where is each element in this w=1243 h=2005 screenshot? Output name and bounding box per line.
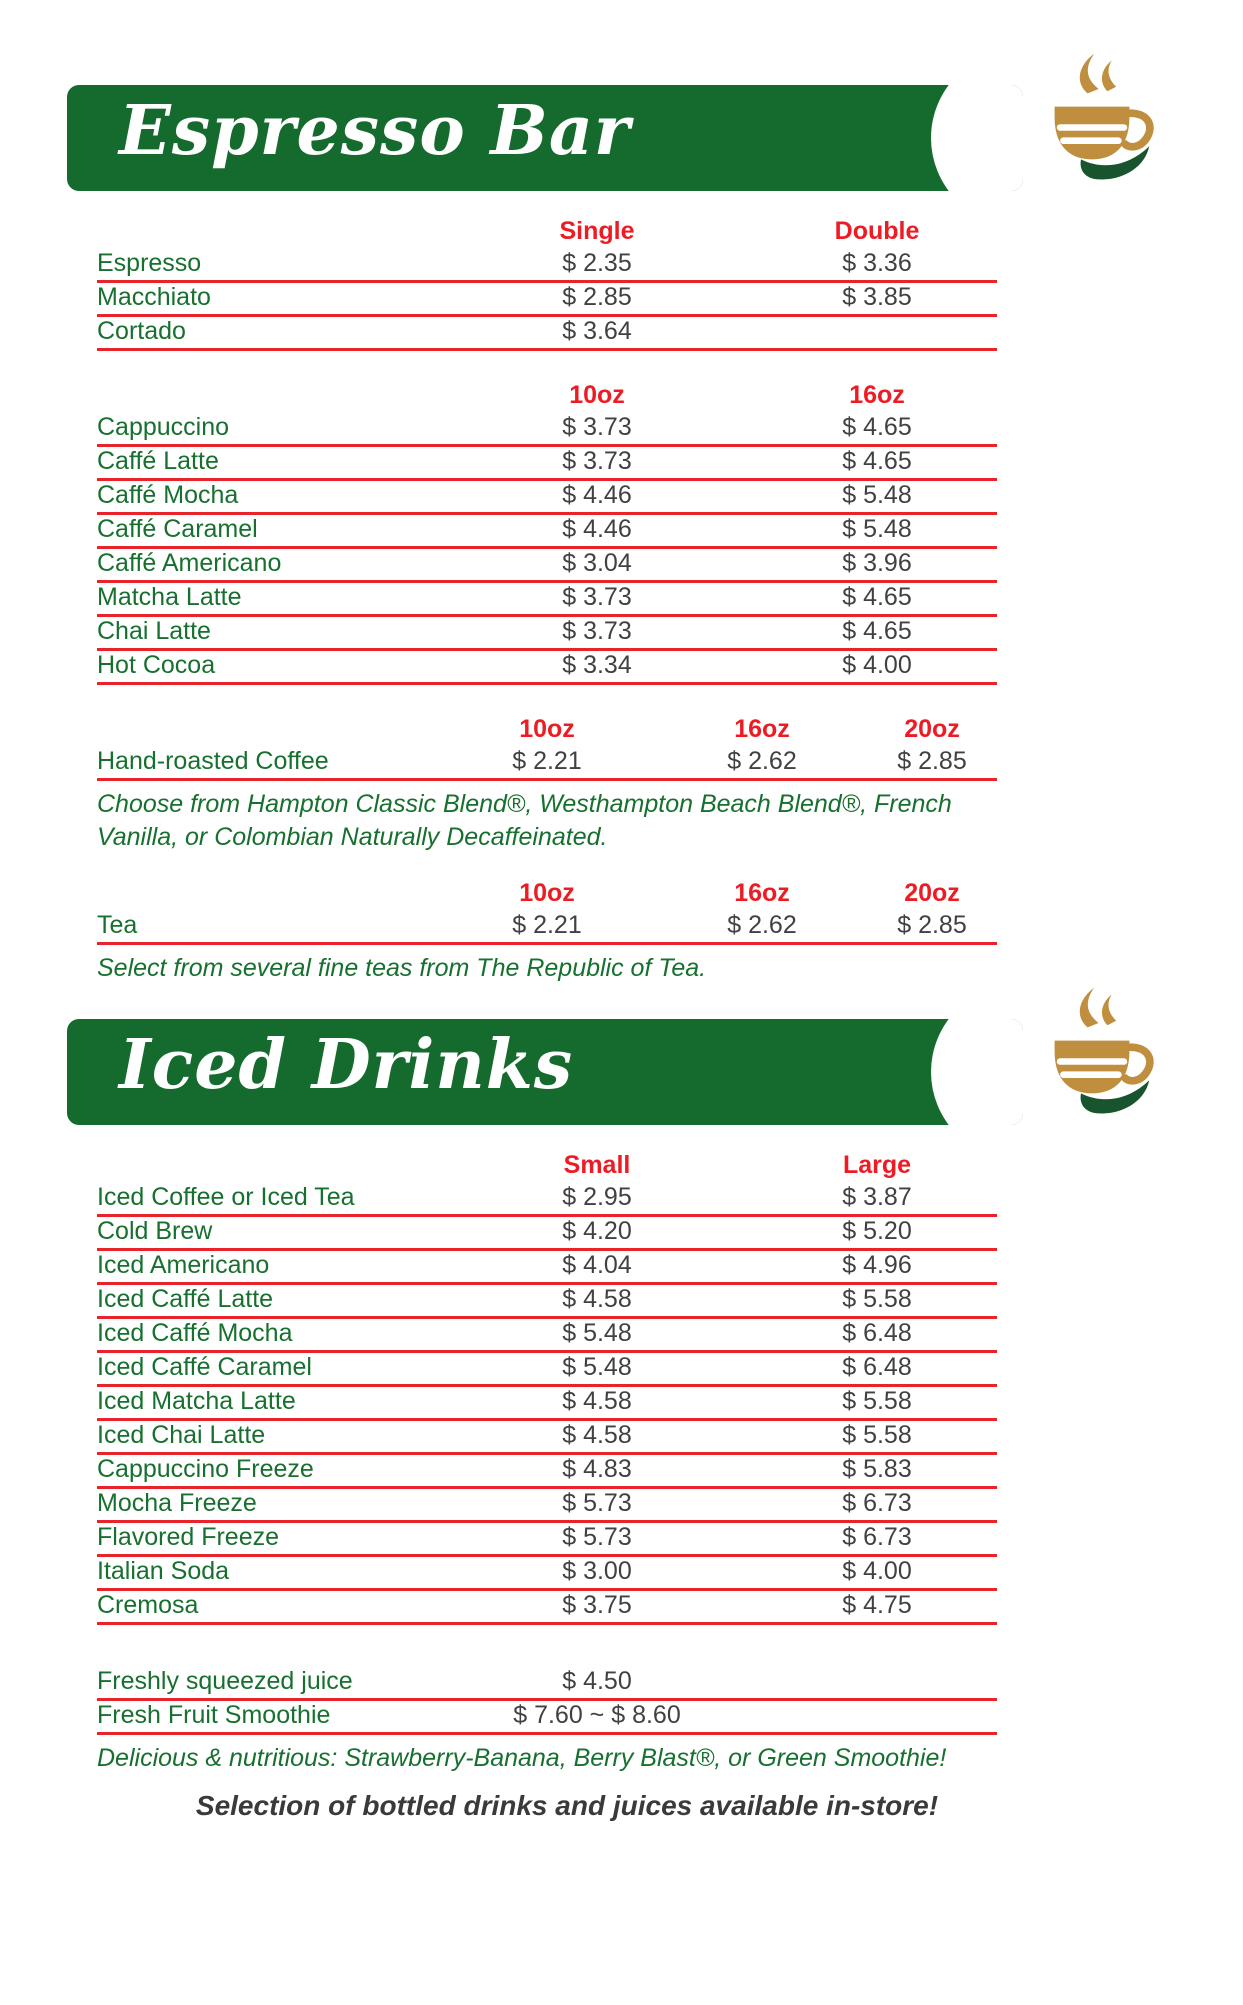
menu-row xyxy=(97,1667,997,1701)
column-header-row xyxy=(97,879,997,911)
item-price: $ 3.73 xyxy=(562,413,632,441)
juice-smoothie-table xyxy=(97,1667,997,1775)
item-price: $ 3.75 xyxy=(562,1590,632,1619)
item-price: $ 5.73 xyxy=(562,1488,632,1517)
steam-icon xyxy=(1102,994,1116,1025)
item-price: $ 2.35 xyxy=(562,249,632,277)
item-price: $ 4.65 xyxy=(842,447,912,475)
iced-drinks-table xyxy=(97,1151,997,1625)
menu-row xyxy=(97,317,997,351)
cup-stripe xyxy=(1057,124,1127,131)
item-price: $ 3.87 xyxy=(842,1182,912,1211)
item-price: $ 6.48 xyxy=(842,1352,912,1381)
item-name: Fresh Fruit Smoothie xyxy=(97,1700,331,1729)
item-name: Iced Matcha Latte xyxy=(97,1386,296,1415)
item-name: Flavored Freeze xyxy=(97,1522,280,1551)
footer-note: Selection of bottled drinks and juices available in-store! xyxy=(195,1790,939,1821)
item-price: $ 2.95 xyxy=(562,1182,632,1211)
item-name: Chai Latte xyxy=(97,617,211,645)
item-price: $ 2.21 xyxy=(512,747,582,775)
item-name: Caffé Caramel xyxy=(97,515,258,543)
item-price: $ 2.85 xyxy=(562,283,632,311)
cup-body-icon xyxy=(1055,107,1130,160)
item-name: Cremosa xyxy=(97,1590,199,1619)
item-name: Iced Caffé Latte xyxy=(97,1284,274,1313)
item-price: $ 5.48 xyxy=(562,1318,632,1347)
menu-row xyxy=(97,1591,997,1625)
menu-row xyxy=(97,1353,997,1387)
item-price: $ 2.85 xyxy=(897,911,967,939)
item-price: $ 3.73 xyxy=(562,447,632,475)
menu-row xyxy=(97,1455,997,1489)
item-price: $ 7.60 ~ $ 8.60 xyxy=(513,1700,681,1729)
column-header: Small xyxy=(563,1150,631,1179)
item-price: $ 6.73 xyxy=(842,1488,912,1517)
iced-banner-title: Iced Drinks xyxy=(119,1024,574,1105)
item-name: Matcha Latte xyxy=(97,583,242,611)
steam-icon xyxy=(1080,987,1099,1027)
hot-drinks-table xyxy=(97,381,997,685)
item-name: Iced Americano xyxy=(97,1250,270,1279)
item-price: $ 4.04 xyxy=(562,1250,632,1279)
menu-row xyxy=(97,651,997,685)
menu-row xyxy=(97,283,997,317)
item-price: $ 5.48 xyxy=(562,1352,632,1381)
item-price: $ 3.00 xyxy=(562,1556,632,1585)
item-price: $ 3.96 xyxy=(842,549,912,577)
item-price: $ 5.48 xyxy=(842,481,912,509)
item-price: $ 3.34 xyxy=(562,651,632,679)
column-header: 20oz xyxy=(904,879,960,907)
menu-row xyxy=(97,1217,997,1251)
menu-row xyxy=(97,515,997,549)
menu-row xyxy=(97,1183,997,1217)
menu-row xyxy=(97,481,997,515)
item-price: $ 4.65 xyxy=(842,617,912,645)
item-price: $ 5.58 xyxy=(842,1284,912,1313)
item-name: Mocha Freeze xyxy=(97,1488,257,1517)
item-name: Caffé Latte xyxy=(97,447,219,475)
item-price: $ 3.85 xyxy=(842,283,912,311)
item-price: $ 5.58 xyxy=(842,1386,912,1415)
espresso-banner-bar xyxy=(67,85,1023,191)
item-name: Macchiato xyxy=(97,283,211,311)
column-header: Large xyxy=(842,1150,912,1179)
menu-row xyxy=(97,1319,997,1353)
column-header: Double xyxy=(834,217,920,245)
item-price: $ 3.73 xyxy=(562,583,632,611)
item-price: $ 4.75 xyxy=(842,1590,912,1619)
item-price: $ 4.00 xyxy=(842,1556,912,1585)
item-price: $ 4.46 xyxy=(562,481,632,509)
cup-stripe xyxy=(1060,1071,1122,1078)
coffee-cup-logo xyxy=(1015,979,1180,1144)
hand-roasted-coffee-table xyxy=(97,715,997,853)
item-price: $ 4.46 xyxy=(562,515,632,543)
column-header: 10oz xyxy=(569,381,625,409)
item-price: $ 2.62 xyxy=(727,747,797,775)
item-price: $ 3.64 xyxy=(562,317,632,345)
item-price: $ 6.73 xyxy=(842,1522,912,1551)
item-name: Caffé Mocha xyxy=(97,481,239,509)
item-name: Cappuccino Freeze xyxy=(97,1454,314,1483)
item-name: Iced Chai Latte xyxy=(97,1420,266,1449)
item-name: Iced Caffé Caramel xyxy=(97,1352,312,1381)
coffee-cup-logo xyxy=(1015,45,1180,210)
item-price: $ 5.58 xyxy=(842,1420,912,1449)
item-price: $ 2.21 xyxy=(512,911,582,939)
column-header: 16oz xyxy=(849,381,905,409)
item-price: $ 5.83 xyxy=(842,1454,912,1483)
item-name: Cappuccino xyxy=(97,413,230,441)
menu-row xyxy=(97,1285,997,1319)
section-note: Delicious & nutritious: Strawberry-Banana, Berry Blast®, or Green Smoothie! xyxy=(97,1743,947,1772)
item-price: $ 2.62 xyxy=(727,911,797,939)
item-price: $ 2.85 xyxy=(897,747,967,775)
item-name: Espresso xyxy=(97,249,202,277)
column-header-row xyxy=(97,381,997,413)
menu-row xyxy=(97,1523,997,1557)
item-name: Cortado xyxy=(97,317,186,345)
section-note: Choose from Hampton Classic Blend®, Westhampton Beach Blend®, French Vanilla, or Colombian Naturally Decaffeinated. xyxy=(97,790,952,851)
item-price: $ 5.73 xyxy=(562,1522,632,1551)
menu-row xyxy=(97,1251,997,1285)
column-header: 20oz xyxy=(904,715,960,743)
column-header: 10oz xyxy=(519,879,575,907)
menu-row xyxy=(97,617,997,651)
iced-banner xyxy=(67,1019,1197,1125)
cup-body-icon xyxy=(1055,1040,1130,1093)
cup-stripe xyxy=(1057,1058,1127,1065)
item-price: $ 4.65 xyxy=(842,583,912,611)
item-price: $ 4.20 xyxy=(562,1216,632,1245)
steam-icon xyxy=(1102,60,1116,91)
item-name: Italian Soda xyxy=(97,1556,230,1585)
menu-row xyxy=(97,1701,997,1735)
espresso-banner xyxy=(67,85,1197,191)
column-header: 10oz xyxy=(519,715,575,743)
iced-section xyxy=(97,1151,997,1823)
espresso-shots-table xyxy=(97,217,997,351)
menu-row xyxy=(97,447,997,481)
item-price: $ 4.58 xyxy=(562,1284,632,1313)
item-name: Iced Coffee or Iced Tea xyxy=(97,1182,355,1211)
menu-row xyxy=(97,583,997,617)
menu-row xyxy=(97,549,997,583)
column-header: Single xyxy=(559,217,635,245)
item-price: $ 6.48 xyxy=(842,1318,912,1347)
item-name: Hand-roasted Coffee xyxy=(97,747,329,775)
menu-row xyxy=(97,413,997,447)
steam-icon xyxy=(1080,54,1099,94)
column-header-row xyxy=(97,715,997,747)
cup-stripe xyxy=(1060,137,1122,144)
item-name: Tea xyxy=(97,911,138,939)
item-name: Cold Brew xyxy=(97,1216,213,1245)
item-name: Freshly squeezed juice xyxy=(97,1666,353,1695)
item-price: $ 3.73 xyxy=(562,617,632,645)
espresso-section xyxy=(97,217,997,985)
menu-row xyxy=(97,911,997,945)
item-price: $ 4.58 xyxy=(562,1420,632,1449)
menu-row xyxy=(97,1421,997,1455)
item-price: $ 4.00 xyxy=(842,651,912,679)
menu-row xyxy=(97,1387,997,1421)
tea-table xyxy=(97,879,997,985)
column-header-row xyxy=(97,217,997,249)
item-price: $ 4.58 xyxy=(562,1386,632,1415)
column-header-row xyxy=(97,1151,997,1183)
column-header: 16oz xyxy=(734,879,790,907)
item-price: $ 4.96 xyxy=(842,1250,912,1279)
item-name: Iced Caffé Mocha xyxy=(97,1318,293,1347)
item-price: $ 4.50 xyxy=(562,1666,632,1695)
menu-row xyxy=(97,249,997,283)
section-note: Select from several fine teas from The Republic of Tea. xyxy=(97,954,707,982)
item-price: $ 5.20 xyxy=(842,1216,912,1245)
espresso-banner-title: Espresso Bar xyxy=(119,91,631,171)
item-price: $ 3.04 xyxy=(562,549,632,577)
menu-row xyxy=(97,1557,997,1591)
item-price: $ 4.65 xyxy=(842,413,912,441)
item-name: Hot Cocoa xyxy=(97,651,216,679)
item-price: $ 5.48 xyxy=(842,515,912,543)
item-price: $ 3.36 xyxy=(842,249,912,277)
iced-banner-bar xyxy=(67,1019,1023,1125)
menu-row xyxy=(97,1489,997,1523)
item-price: $ 4.83 xyxy=(562,1454,632,1483)
item-name: Caffé Americano xyxy=(97,549,282,577)
menu-row xyxy=(97,747,997,781)
column-header: 16oz xyxy=(734,715,790,743)
